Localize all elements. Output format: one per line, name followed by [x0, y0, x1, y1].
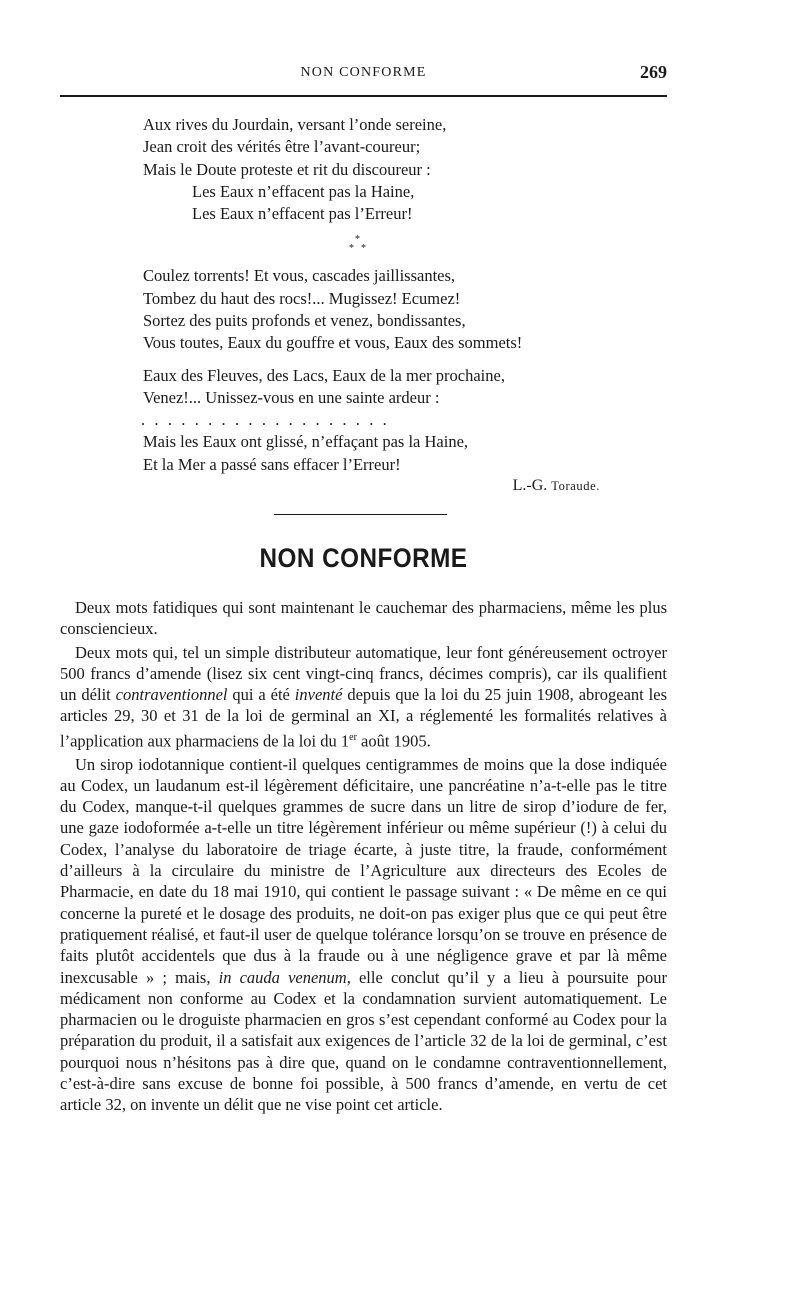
header-rule — [60, 95, 667, 97]
poem-stanza-2 — [143, 265, 613, 354]
poem-line: Eaux des Fleuves, des Lacs, Eaux de la mer prochaine, — [143, 365, 505, 385]
article-body — [60, 597, 667, 1116]
author-signature — [513, 475, 600, 497]
ellipsis-line: ................... — [141, 410, 397, 430]
superscript: er — [349, 731, 357, 743]
text-run: août 1905. — [356, 731, 431, 751]
poem-line: Venez!... Unissez-vous en une sainte ardeur : — [143, 387, 440, 407]
signature-row — [143, 476, 613, 500]
poem-stanza-4 — [143, 431, 613, 476]
text-run: Deux mots qui, tel un simple distributeur automatique, leur font généreusement octroyer 500 francs d’amende (lisez six cent vingt-cinq francs, décimes compris), car ils qualifient un délit — [60, 642, 667, 705]
running-title: NON CONFORME — [300, 65, 427, 80]
text-run: , elle conclut qu’il y a lieu à poursuite pour médicament non conforme au Codex et la condamnation survient automatiquement. Le pharmacien ou le droguiste pharmacien en gros s’est cependant conformé au Codex pour la préparation du produit, il a satisfait aux exigences de l’article 32 de la loi de germinal, c’est pourquoi nous n’hésitons pas à dire que, quand on le condamne contraventionnellement, c’est-à-dire sans excuse de bonne foi possible, à 500 francs d’amende, en vertu de cet article 32, on invente un délit que ne vise point cet article. — [60, 967, 667, 1115]
article-title: NON CONFORME — [259, 543, 468, 573]
text-run: Un sirop iodotannique contient-il quelques centigrammes de moins que la dose indiquée au Codex, un laudanum est-il légèrement déficitaire, une pancréatine n’a-t-elle pas le titre du Codex, manque-t-il quelques grammes de sucre dans un litre de sirop d’iodure de fer, une gaze iodoformée a-t-elle un titre légèrement inférieur ou même supérieur (!) à celui du Codex, l’analyse du laboratoire de triage écarte, à juste titre, la fraude, conformément d’ailleurs à la circulaire du ministre de l’Agriculture aux directeurs des Ecoles de Pharmacie, en date du 18 mai 1910, qui contient le passage suivant : « De même en ce qui concerne la pureté et le dosage des produits, ne doit-on pas exiger plus que ce qui peut être pratiquement réalisé, et faut-il user de quelque tolérance lorsqu’on se trouve en présence de faits plutôt accidentels que dus à la fraude ou à une négligence grave et par là même inexcusable » ; mais, — [60, 754, 667, 987]
poem-line: Mais le Doute proteste et rit du discoureur : — [143, 159, 431, 179]
poem-line: Les Eaux n’effacent pas l’Erreur! — [192, 204, 413, 224]
poem-line: Coulez torrents! Et vous, cascades jaillissantes, — [143, 266, 456, 286]
paragraph — [60, 642, 667, 752]
poem-line: Les Eaux n’effacent pas la Haine, — [192, 181, 415, 201]
poem-line: Aux rives du Jourdain, versant l’onde sereine, — [143, 115, 447, 134]
poem — [143, 114, 613, 500]
poem-line: Vous toutes, Eaux du gouffre et vous, Eaux des sommets! — [143, 333, 523, 353]
poem-line: Tombez du haut des rocs!... Mugissez! Ecumez! — [143, 288, 461, 308]
poem-line: Jean croit des vérités être l’avant-coureur; — [143, 137, 421, 157]
poem-line: Sortez des puits profonds et venez, bondissantes, — [143, 311, 466, 331]
italic-term: inventé — [294, 685, 343, 705]
paragraph — [60, 754, 667, 1116]
text-run: qui a été — [227, 685, 295, 705]
italic-term: contraventionnel — [115, 685, 228, 705]
poem-stanza-1 — [143, 114, 613, 225]
section-separator — [274, 514, 447, 515]
page-header — [60, 63, 667, 85]
text-run: depuis que la loi du 25 juin 1908, abrogeant les articles 29, 30 et 31 de la loi de germinal an XI, a réglementé les formalités relatives à l’application aux pharmaciens de la loi du 1 — [60, 685, 668, 751]
paragraph: Deux mots fatidiques qui sont maintenant le cauchemar des pharmaciens, même les plus consciencieux. — [60, 598, 667, 639]
asterism-star: * — [361, 243, 366, 255]
page-number: 269 — [640, 62, 667, 82]
author-name: Toraude. — [551, 478, 600, 493]
poem-line: Et la Mer a passé sans effacer l’Erreur! — [143, 454, 401, 474]
asterism-star: * — [349, 243, 354, 255]
author-initials: L.-G. — [512, 476, 548, 494]
poem-stanza-3 — [143, 365, 613, 410]
italic-term: in cauda venenum — [218, 967, 347, 987]
asterism — [143, 225, 613, 255]
asterism-star: * — [355, 234, 360, 246]
poem-line: Mais les Eaux ont glissé, n’effaçant pas la Haine, — [143, 432, 469, 452]
